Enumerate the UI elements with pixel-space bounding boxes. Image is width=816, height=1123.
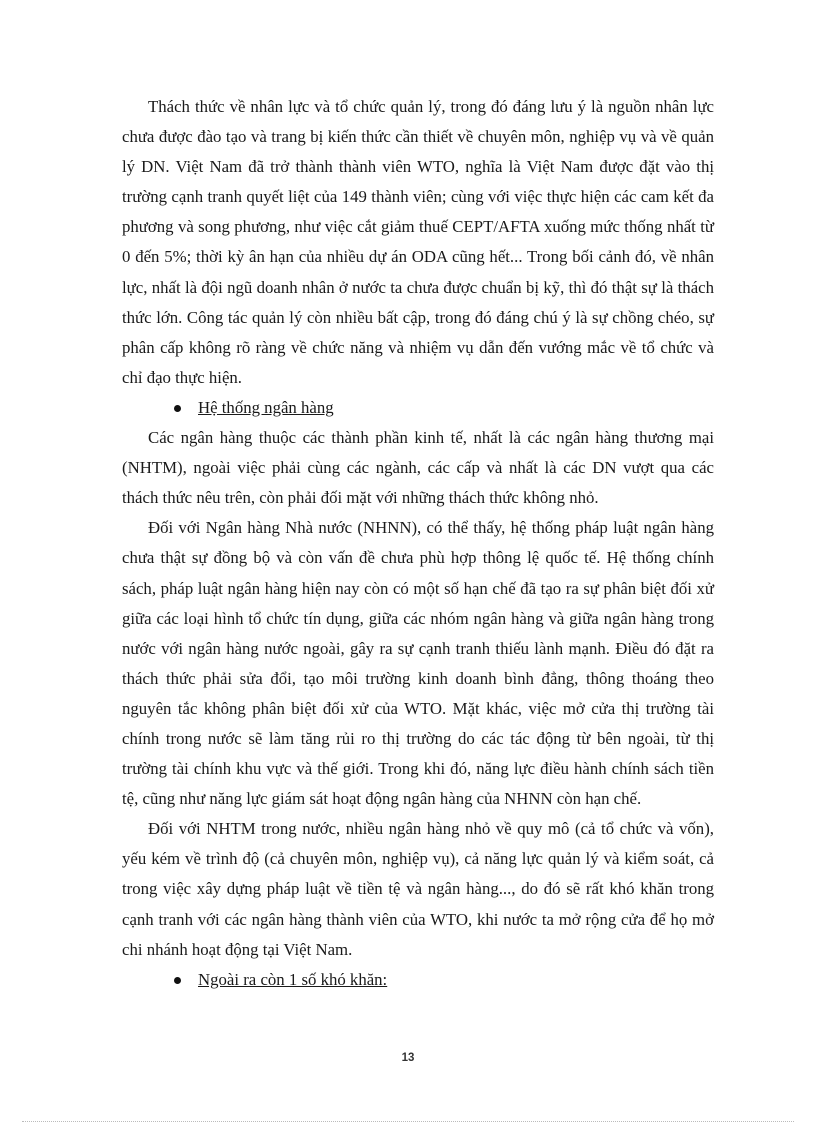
- bullet-dot-icon: [174, 977, 181, 984]
- bullet-label: Hệ thống ngân hàng: [198, 397, 334, 417]
- bullet-other-difficulties: [122, 965, 714, 995]
- bullet-label: Ngoài ra còn 1 số khó khăn:: [198, 969, 388, 989]
- bullet-banking-system: [122, 393, 714, 423]
- body-text: [122, 92, 714, 995]
- page-number: 13: [401, 1052, 415, 1064]
- bullet-dot-icon: [174, 405, 181, 412]
- paragraph-hr-management: Thách thức về nhân lực và tổ chức quản lý, trong đó đáng lưu ý là nguồn nhân lực chưa được đào tạo và trang bị kiến thức cần thiết về chuyên môn, nghiệp vụ và về quản lý DN. Việt Nam đã trở thành thành viên WTO, nghĩa là Việt Nam được đặt vào thị trường cạnh tranh quyết liệt của 149 thành viên; cùng với việc thực hiện các cam kết đa phương và song phương, như việc cắt giảm thuế CEPT/AFTA xuống mức thống nhất từ 0 đến 5%; thời kỳ ân hạn của nhiều dự án ODA cũng hết... Trong bối cảnh đó, về nhân lực, nhất là đội ngũ doanh nhân ở nước ta chưa được chuẩn bị kỹ, thì đó thật sự là thách thức lớn. Công tác quản lý còn nhiều bất cập, trong đó đáng chú ý là sự chồng chéo, sự phân cấp không rõ ràng về chức năng và nhiệm vụ dẫn đến vướng mắc về tổ chức và chỉ đạo thực hiện.: [122, 97, 714, 387]
- page-bottom-border: [22, 1121, 794, 1122]
- paragraph-commercial-banks: Các ngân hàng thuộc các thành phần kinh tế, nhất là các ngân hàng thương mại (NHTM), ngoài việc phải cùng các ngành, các cấp và nhất là các DN vượt qua các thách thức nêu trên, còn phải đối mặt với những thách thức không nhỏ.: [122, 428, 714, 508]
- paragraph-state-bank: Đối với Ngân hàng Nhà nước (NHNN), có thể thấy, hệ thống pháp luật ngân hàng chưa thật sự đồng bộ và còn vấn đề chưa phù hợp thông lệ quốc tế. Hệ thống chính sách, pháp luật ngân hàng hiện nay còn có một số hạn chế đã tạo ra sự phân biệt đối xử giữa các loại hình tổ chức tín dụng, giữa các nhóm ngân hàng và giữa ngân hàng trong nước với ngân hàng nước ngoài, gây ra sự cạnh tranh thiếu lành mạnh. Điều đó đặt ra thách thức phải sửa đổi, tạo môi trường kinh doanh bình đẳng, thông thoáng theo nguyên tắc không phân biệt đối xử của WTO. Mặt khác, việc mở cửa thị trường tài chính trong nước sẽ làm tăng rủi ro thị trường do các tác động từ bên ngoài, từ thị trường tài chính khu vực và thế giới. Trong khi đó, năng lực điều hành chính sách tiền tệ, cũng như năng lực giám sát hoạt động ngân hàng của NHNN còn hạn chế.: [122, 518, 714, 809]
- paragraph-domestic-banks: Đối với NHTM trong nước, nhiều ngân hàng nhỏ về quy mô (cả tổ chức và vốn), yếu kém về trình độ (cả chuyên môn, nghiệp vụ), cả năng lực quản lý và kiểm soát, cả trong việc xây dựng pháp luật về tiền tệ và ngân hàng..., do đó sẽ rất khó khăn trong cạnh tranh với các ngân hàng thành viên của WTO, khi nước ta mở rộng cửa để họ mở chi nhánh hoạt động tại Việt Nam.: [122, 819, 714, 959]
